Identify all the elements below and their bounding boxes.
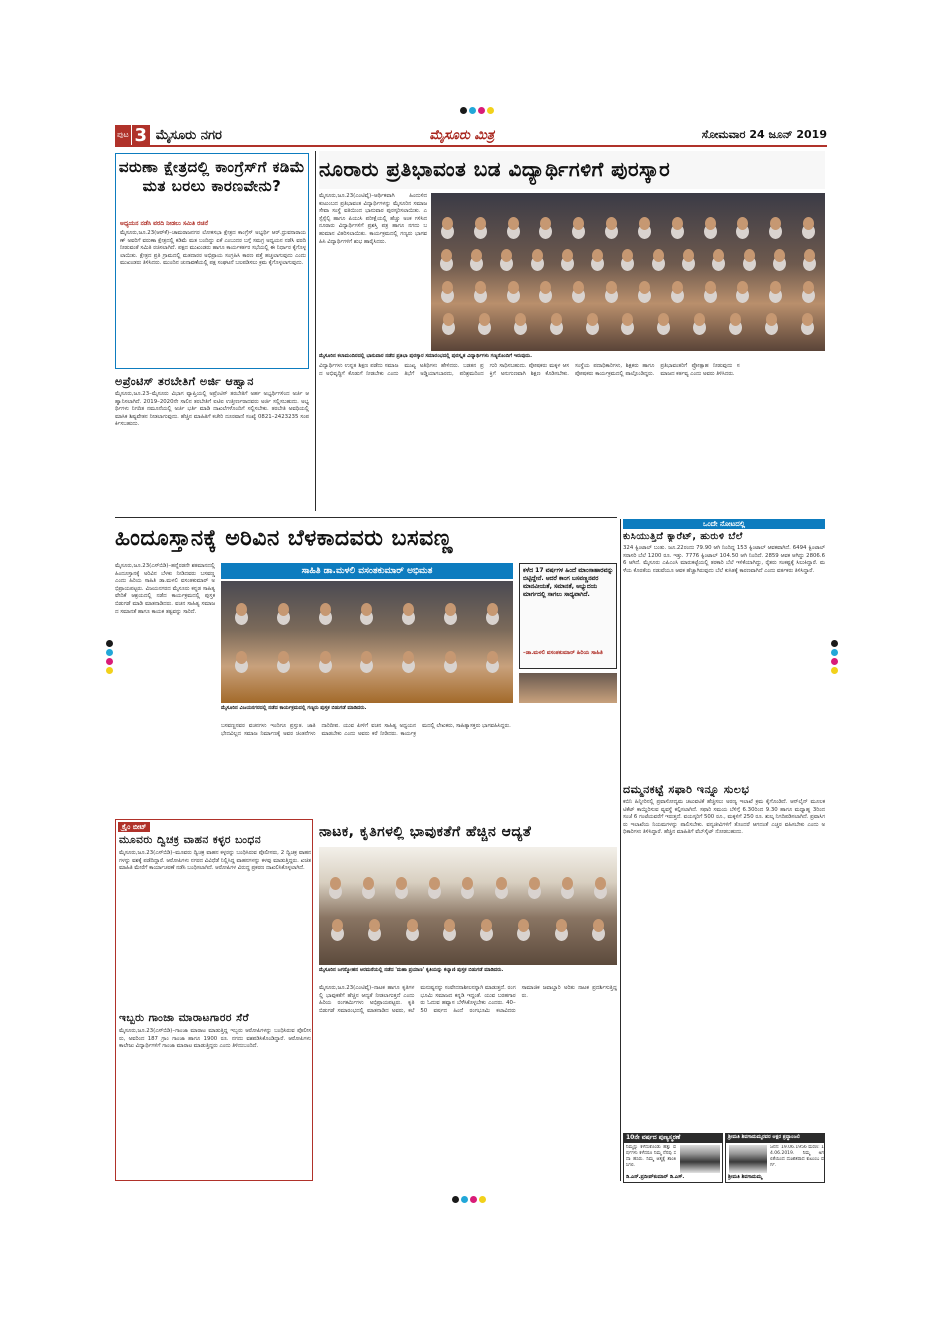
drama-headline: ನಾಟಕ, ಕೃತಿಗಳಲ್ಲಿ ಭಾವುಕತೆಗೆ ಹೆಚ್ಚಿನ ಆದ್ಯತೆ xyxy=(319,824,532,840)
varuna-body: ಮೈಸೂರು,ಜೂ.23(ಆರ್‌ಕೆ)–ಚಾಮರಾಜನಗರ ಲೋಕಸಭಾ ಕ್ಷೇತ್ರದ ಕಾಂಗ್ರೆಸ್ ಅಭ್ಯರ್ಥಿ ಆರ್.ಧ್ರುವನಾರಾಯಣ್ ಅವರಿಗೆ ವರುಣಾ ಕ್ಷೇತ್ರದಲ್ಲಿ ಕಡಿಮೆ ಮತ ಬಂದಿದ್ದು ಏಕೆ ಎಂಬುದರ ಬಗ್ಗೆ ಸಮಗ್ರ ಅಧ್ಯಯನ ನಡೆಸಿ ವರದಿ ನೀಡುವಂತೆ ಸಮಿತಿ ರಚಿಸಲಾಗಿದೆ. ಪಕ್ಷದ ಮುಖಂಡರು ಹಾಗೂ ಕಾರ್ಯಕರ್ತರ ಸಭೆಯಲ್ಲಿ ಈ ನಿರ್ಧಾರ ಕೈಗೊಳ್ಳಲಾಯಿತು. ಕ್ಷೇತ್ರದ ಪ್ರತಿ ಗ್ರಾಮದಲ್ಲಿ ಮತದಾರರ ಅಭಿಪ್ರಾಯ ಸಂಗ್ರಹಿಸಿ ಕಾರಣ ಪತ್ತೆ ಹಚ್ಚಲಾಗುವುದು ಎಂದು ಮುಖಂಡರು ತಿಳಿಸಿದರು. ಮುಂದಿನ ಚುನಾವಣೆಯಲ್ಲಿ ಪಕ್ಷ ಸಂಘಟನೆ ಬಲಪಡಿಸಲು ಕ್ರಮ ಕೈಗೊಳ್ಳಲಾಗುವುದು. xyxy=(120,230,306,267)
obituary-1-photo xyxy=(680,1145,720,1173)
awards-body-bottom: ವಿದ್ಯಾರ್ಥಿಗಳು ಉನ್ನತ ಶಿಕ್ಷಣ ಪಡೆದು ಸಮಾಜದ ಅಭಿವೃದ್ಧಿಗೆ ಕೊಡುಗೆ ನೀಡಬೇಕು ಎಂದು ಮುಖ್ಯ ಅತಿಥಿಗಳು ಹೇಳಿದರು. ಬಡತನ ಪ್ರತಿಭೆಗೆ ಅಡ್ಡಿಯಾಗಬಾರದು, ಪರಿಶ್ರಮದಿಂದ ಗುರಿ ಸಾಧಿಸಬಹುದು. ಪೋಷಕರು ಮಕ್ಕಳ ಆಸಕ್ತಿಗೆ ಅನುಗುಣವಾಗಿ ಶಿಕ್ಷಣ ಕೊಡಿಸಬೇಕು. ಸಂಸ್ಥೆಯ ಪದಾಧಿಕಾರಿಗಳು, ಶಿಕ್ಷಕರು ಹಾಗೂ ಪೋಷಕರು ಕಾರ್ಯಕ್ರಮದಲ್ಲಿ ಪಾಲ್ಗೊಂಡಿದ್ದರು. ಪ್ರತಿಭಾವಂತರಿಗೆ ಪ್ರೋತ್ಸಾಹ ನೀಡುವುದು ಸಮಾಜದ ಕರ್ತವ್ಯ ಎಂದು ಅವರು ತಿಳಿಸಿದರು. xyxy=(319,363,740,377)
varuna-story-box xyxy=(115,153,309,369)
registration-mark-top xyxy=(460,107,494,114)
obituary-1-tag: 10ನೇ ವರ್ಷದ ಪುಣ್ಯಸ್ಮರಣೆ xyxy=(624,1134,722,1143)
varuna-headline: ವರುಣಾ ಕ್ಷೇತ್ರದಲ್ಲಿ ಕಾಂಗ್ರೆಸ್‌ಗೆ ಕಡಿಮೆ ಮತ ಬರಲು ಕಾರಣವೇನು? xyxy=(118,158,306,195)
paper-name: ಮೈಸೂರು ಮಿತ್ರ xyxy=(429,127,495,143)
column-rule xyxy=(315,151,316,511)
dammanakatte-headline: ದಮ್ಮನಕಟ್ಟೆ ಸಫಾರಿ ಇನ್ನೂ ಸುಲಭ xyxy=(623,783,750,796)
apprentice-headline: ಅಪ್ರೆಂಟಿಸ್ ತರಬೇತಿಗೆ ಅರ್ಜಿ ಆಹ್ವಾನ xyxy=(115,375,254,388)
drama-body: ಮೈಸೂರು,ಜೂ.23(ಎಂಟಿವೈ)–ನಾಟಕ ಹಾಗೂ ಕೃತಿಗಳಲ್ಲಿ ಭಾವುಕತೆಗೆ ಹೆಚ್ಚಿನ ಆದ್ಯತೆ ನೀಡಲಾಗುತ್ತದೆ ಎಂದು ಹಿರಿಯ ರಂಗಕರ್ಮಿಗಳು ಅಭಿಪ್ರಾಯಪಟ್ಟರು. ಕೃತಿ ಬಿಡುಗಡೆ ಸಮಾರಂಭದಲ್ಲಿ ಮಾತನಾಡಿದ ಅವರು, ಕಲೆ ಮನುಷ್ಯನನ್ನು ಸಂವೇದನಾಶೀಲನನ್ನಾಗಿ ಮಾಡುತ್ತದೆ. ರಂಗಭೂಮಿ ಸಮಾಜದ ಕನ್ನಡಿ ಇದ್ದಂತೆ. ಯುವ ಬರಹಗಾರರು ಓದುವ ಹವ್ಯಾಸ ಬೆಳೆಸಿಕೊಳ್ಳಬೇಕು ಎಂದರು. 40–50 ವರ್ಷದ ಹಿಂದೆ ರಂಗಭೂಮಿ ಕಲಾವಿದರು ಸಾಮಾಜಿಕ ಜವಾಬ್ದಾರಿ ಅರಿತು ನಾಟಕ ಪ್ರದರ್ಶಿಸುತ್ತಿದ್ದರು. xyxy=(319,985,617,1014)
registration-mark-bottom xyxy=(452,1196,486,1203)
basavanna-headline: ಹಿಂದೂಸ್ತಾನಕ್ಕೆ ಅರಿವಿನ ಬೆಳಕಾದವರು ಬಸವಣ್ಣ xyxy=(115,526,453,551)
obituary-2-photo xyxy=(729,1145,767,1173)
registration-mark-left xyxy=(106,640,113,674)
obituary-1-body: ನಿಮ್ಮನ್ನು ಕಳೆದುಕೊಂಡು ಹತ್ತು ವರ್ಷಗಳು ಕಳೆದರೂ ನಿಮ್ಮ ನೆನಪು ಸದಾ ಹಸಿರು. ನಿಮ್ಮ ಆತ್ಮಕ್ಕೆ ಶಾಂತಿ ಸಿಗಲಿ. xyxy=(626,1145,676,1168)
basavanna-quote: ಕಳೆದ 17 ವರ್ಷಗಳ ಹಿಂದೆ ಮಾಂಸಾಹಾರವನ್ನು ಬಿಟ್ಟಿದ್ದೇನೆ. ಆದರೆ ಕಾಂಗ ಬಸವಣ್ಣನವರ ಮಾನವೀಯತೆ, ಸಮಾನತೆ, ಅಭ್ಯುದಯ ಮಾರ್ಗದಲ್ಲಿ ಸಾಗಲು ಸಾಧ್ಯವಾಗಿದೆ. xyxy=(523,567,614,598)
awards-headline: ನೂರಾರು ಪ್ರತಿಭಾವಂತ ಬಡ ವಿದ್ಯಾರ್ಥಿಗಳಿಗೆ ಪುರಸ್ಕಾರ xyxy=(319,151,825,189)
obituary-2-tag: ಶ್ರೀಮತಿ ಶಿವಗಾಮಮ್ಮರವರ ಅಕ್ಷರ ಶ್ರದ್ಧಾಂಜಲಿ xyxy=(726,1134,824,1143)
awards-caption: ಮೈಸೂರಿನ ಕಲಾಮಂದಿರದಲ್ಲಿ ಭಾನುವಾರ ನಡೆದ ಪ್ರತಿಭಾ ಪುರಸ್ಕಾರ ಸಮಾರಂಭದಲ್ಲಿ ಪುರಸ್ಕೃತ ವಿದ್ಯಾರ್ಥಿಗಳು ಗಣ್ಯರೊಂದಿಗೆ ಇರುವುದು. xyxy=(319,353,533,359)
obituary-1 xyxy=(623,1133,723,1183)
divider xyxy=(115,517,617,518)
registration-mark-right xyxy=(831,640,838,674)
onion-tag: ಒಂದೇ ನೋಟದಲ್ಲಿ xyxy=(623,519,825,529)
obituary-2-body: ಜನನ: 19.06.1956 ಮರಣ: 14.06.2019. ನಿಮ್ಮ ಅಗಲಿಕೆಯಿಂದ ದುಃಖಿತರಾದ ಕುಟುಂಬ ವರ್ಗ. xyxy=(770,1145,824,1168)
obituary-2 xyxy=(725,1133,825,1183)
drama-caption: ಮೈಸೂರಿನ ಜಗನ್ಮೋಹನ ಅರಮನೆಯಲ್ಲಿ ನಡೆದ 'ಮಹಾ ಪ್ರಯಾಣ' ಕೃತಿಯನ್ನು ಕಲ್ಯಾಣಿ ಪುಸ್ತಕ ಬಿಡುಗಡೆ ಮಾಡಿದರು. xyxy=(319,967,504,973)
basavanna-quote-box xyxy=(519,563,617,669)
onion-headline: ಕುಸಿಯುತ್ತಿದೆ ಕ್ಯಾರೆಟ್, ಹುರುಳಿ ಬೆಲೆ xyxy=(623,531,743,542)
date-line: ಸೋಮವಾರ 24 ಜೂನ್ 2019 xyxy=(701,128,827,141)
awards-photo xyxy=(431,193,825,351)
basavanna-photo-right xyxy=(519,673,617,703)
basavanna-caption: ಮೈಸೂರಿನ ವಿಜಯನಗರದಲ್ಲಿ ನಡೆದ ಕಾರ್ಯಕ್ರಮದಲ್ಲಿ ಗಣ್ಯರು ಪುಸ್ತಕ ಬಿಡುಗಡೆ ಮಾಡಿದರು. xyxy=(221,705,367,711)
crime-body-2: ಮೈಸೂರು,ಜೂ.23(ಎಸ್‌ಬಿಡಿ)–ಗಾಂಜಾ ಮಾರಾಟ ಮಾಡುತ್ತಿದ್ದ ಇಬ್ಬರು ಆರೋಪಿಗಳನ್ನು ಬಂಧಿಸಿರುವ ಪೊಲೀಸರು, ಅವರಿಂದ 187 ಗ್ರಾಂ ಗಾಂಜಾ ಹಾಗೂ 1900 ರೂ. ನಗದು ವಶಪಡಿಸಿಕೊಂಡಿದ್ದಾರೆ. ಆರೋಪಿಗಳು ಕಾಲೇಜು ವಿದ್ಯಾರ್ಥಿಗಳಿಗೆ ಗಾಂಜಾ ಮಾರಾಟ ಮಾಡುತ್ತಿದ್ದರು ಎಂದು ತಿಳಿದುಬಂದಿದೆ. xyxy=(119,1028,311,1050)
obituary-1-name: ಡಿ.ಎನ್.ಪ್ರದೀಪ್‌ಕುಮಾರ್ ಡಿ.ಎಸ್. xyxy=(626,1174,685,1180)
page-number: 3 xyxy=(132,125,150,145)
drama-photo xyxy=(319,847,617,965)
masthead xyxy=(115,125,827,147)
varuna-subhead: ಅಧ್ಯಯನ ನಡೆಸಿ ವರದಿ ನೀಡಲು ಸಮಿತಿ ರಚನೆ xyxy=(120,220,208,227)
dammanakatte-body: ಕಬಿನಿ ಹಿನ್ನೀರಿನಲ್ಲಿ ಪ್ರವಾಸೋದ್ಯಮ ಚಟುವಟಿಕೆ ಹೆಚ್ಚಿಸಲು ಅರಣ್ಯ ಇಲಾಖೆ ಕ್ರಮ ಕೈಗೊಂಡಿದೆ. ಆನ್‌ಲೈನ್ ಮೂಲಕ ಟಿಕೆಟ್ ಕಾಯ್ದಿರಿಸುವ ವ್ಯವಸ್ಥೆ ಕಲ್ಪಿಸಲಾಗಿದೆ. ಸಫಾರಿ ಸಮಯ ಬೆಳಿಗ್ಗೆ 6.30ರಿಂದ 9.30 ಹಾಗೂ ಮಧ್ಯಾಹ್ನ 3ರಿಂದ ಸಂಜೆ 6 ಗಂಟೆಯವರೆಗೆ ಇರುತ್ತದೆ. ವಯಸ್ಕರಿಗೆ 500 ರೂ., ಮಕ್ಕಳಿಗೆ 250 ರೂ. ಶುಲ್ಕ ನಿಗದಿಪಡಿಸಲಾಗಿದೆ. ಪ್ರವಾಸಿಗರು ಇಲಾಖೆಯ ನಿಯಮಗಳನ್ನು ಪಾಲಿಸಬೇಕು. ವನ್ಯಜೀವಿಗಳಿಗೆ ತೊಂದರೆ ಆಗದಂತೆ ಎಚ್ಚರ ವಹಿಸಬೇಕು ಎಂದು ಅಧಿಕಾರಿಗಳು ತಿಳಿಸಿದ್ದಾರೆ. ಹೆಚ್ಚಿನ ಮಾಹಿತಿಗೆ ವೆಬ್‌ಸೈಟ್ ನೋಡಬಹುದು. xyxy=(623,799,825,836)
column-rule xyxy=(620,519,621,1181)
apprentice-body: ಮೈಸೂರು,ಜೂ.23–ಮೈಸೂರು ವಿಭಾಗ ವ್ಯಾಪ್ತಿಯಲ್ಲಿ ಅಪ್ರೆಂಟಿಸ್ ತರಬೇತಿಗೆ ಅರ್ಹ ಅಭ್ಯರ್ಥಿಗಳಿಂದ ಅರ್ಜಿ ಆಹ್ವಾನಿಸಲಾಗಿದೆ. 2019–2020ನೇ ಸಾಲಿನ ತರಬೇತಿಗೆ ಐಟಿಐ ಉತ್ತೀರ್ಣರಾದವರು ಅರ್ಜಿ ಸಲ್ಲಿಸಬಹುದು. ಅಭ್ಯರ್ಥಿಗಳು ನಿಗದಿತ ನಮೂನೆಯಲ್ಲಿ ಅರ್ಜಿ ಭರ್ತಿ ಮಾಡಿ ದಾಖಲೆಗಳೊಂದಿಗೆ ಸಲ್ಲಿಸಬೇಕು. ತರಬೇತಿ ಅವಧಿಯಲ್ಲಿ ಮಾಸಿಕ ಶಿಷ್ಯವೇತನ ನೀಡಲಾಗುವುದು. ಹೆಚ್ಚಿನ ಮಾಹಿತಿಗೆ ಕಚೇರಿ ದೂರವಾಣಿ ಸಂಖ್ಯೆ 0821–2423235 ಸಂಪರ್ಕಿಸಬಹುದು. xyxy=(115,391,309,428)
basavanna-quote-by: –ಡಾ.ಮಳಲಿ ವಸಂತಕುಮಾರ್ ಹಿರಿಯ ಸಾಹಿತಿ xyxy=(523,650,603,656)
crime-tag: ಕ್ರೈಂ ಬೀಟ್ xyxy=(118,822,150,832)
basavanna-body: ಮೈಸೂರು,ಜೂ.23(ಎಸ್‌ಬಿಡಿ)–ಹನ್ನೆರಡನೇ ಶತಮಾನದಲ್ಲಿ ಹಿಂದೂಸ್ತಾನಕ್ಕೆ ಅರಿವಿನ ಬೆಳಕು ನೀಡಿದವರು ಬಸವಣ್ಣ ಎಂದು ಹಿರಿಯ ಸಾಹಿತಿ ಡಾ.ಮಳಲಿ ವಸಂತಕುಮಾರ್ ಅಭಿಪ್ರಾಯಪಟ್ಟರು. ವಿಜಯನಗರದ ಮೈಸೂರು ಕನ್ನಡ ಸಾಹಿತ್ಯ ವೇದಿಕೆ ಆಶ್ರಯದಲ್ಲಿ ನಡೆದ ಕಾರ್ಯಕ್ರಮದಲ್ಲಿ ಪುಸ್ತಕ ಬಿಡುಗಡೆ ಮಾಡಿ ಮಾತನಾಡಿದರು. ವಚನ ಸಾಹಿತ್ಯ ಸಮಾಜದ ಸಮಾನತೆ ಹಾಗೂ ಕಾಯಕ ತತ್ವವನ್ನು ಸಾರಿದೆ. xyxy=(115,563,215,615)
crime-headline-1: ಮೂವರು ದ್ವಿಚಕ್ರ ವಾಹನ ಕಳ್ಳರ ಬಂಧನ xyxy=(119,834,262,846)
newspaper-page xyxy=(115,125,827,1185)
crime-body-1: ಮೈಸೂರು,ಜೂ.23(ಎಸ್‌ಬಿಡಿ)–ಮೂವರು ದ್ವಿಚಕ್ರ ವಾಹನ ಕಳ್ಳರನ್ನು ಬಂಧಿಸಿರುವ ಪೊಲೀಸರು, 2 ದ್ವಿಚಕ್ರ ವಾಹನಗಳನ್ನು ವಶಕ್ಕೆ ಪಡೆದಿದ್ದಾರೆ. ಆರೋಪಿಗಳು ನಗರದ ವಿವಿಧೆಡೆ ನಿಲ್ಲಿಸಿದ್ದ ವಾಹನಗಳನ್ನು ಕಳವು ಮಾಡುತ್ತಿದ್ದರು. ಖಚಿತ ಮಾಹಿತಿ ಮೇರೆಗೆ ಕಾರ್ಯಾಚರಣೆ ನಡೆಸಿ ಬಂಧಿಸಲಾಗಿದೆ. ಆರೋಪಿಗಳ ವಿರುದ್ಧ ಪ್ರಕರಣ ದಾಖಲಿಸಿಕೊಳ್ಳಲಾಗಿದೆ. xyxy=(119,850,311,872)
basavanna-body-bottom: ಬಸವಣ್ಣನವರ ವಚನಗಳು ಇಂದಿಗೂ ಪ್ರಸ್ತುತ. ಜಾತಿ ಭೇದವಿಲ್ಲದ ಸಮಾಜ ನಿರ್ಮಾಣಕ್ಕೆ ಅವರ ಚಿಂತನೆಗಳು ದಾರಿದೀಪ. ಯುವ ಪೀಳಿಗೆ ವಚನ ಸಾಹಿತ್ಯ ಅಧ್ಯಯನ ಮಾಡಬೇಕು ಎಂದು ಅವರು ಕರೆ ನೀಡಿದರು. ಕಾರ್ಯಕ್ರಮದಲ್ಲಿ ಲೇಖಕರು, ಸಾಹಿತ್ಯಾಸಕ್ತರು ಭಾಗವಹಿಸಿದ್ದರು. xyxy=(221,723,511,737)
basavanna-ribbon: ಸಾಹಿತಿ ಡಾ.ಮಳಲಿ ವಸಂತಕುಮಾರ್ ಅಭಿಮತ xyxy=(221,563,513,579)
basavanna-photo xyxy=(221,581,513,703)
section-name: ಮೈಸೂರು ನಗರ xyxy=(155,127,222,143)
onion-body: 324 ಕ್ವಿಂಟಾಲ್ ಬಂತು. ಜೂ.22ರಂದು 79.90 ಆಗಿ ನಿಂದಿದ್ದ 153 ಕ್ವಿಂಟಾಲ್ ಆವಕವಾಗಿದೆ. 6494 ಕ್ವಿಂಟಾಲ್ ಸರಾಸರಿ ಬೆಲೆ 1200 ರೂ. ಇತ್ತು. 7776 ಕ್ವಿಂಟಾಲ್ 104.50 ಆಗಿ ನಿಂದಿದೆ. 2859 ಆವಕ ಆಗಿದ್ದು 2806.66 ಆಗಿದೆ. ಮೈಸೂರು ಎಪಿಎಂಸಿ ಮಾರುಕಟ್ಟೆಯಲ್ಲಿ ತರಕಾರಿ ಬೆಲೆ ಇಳಿಕೆಯಾಗಿದ್ದು, ರೈತರು ಸಂಕಷ್ಟಕ್ಕೆ ಸಿಲುಕಿದ್ದಾರೆ. ಮಳೆಯ ಕೊರತೆಯ ನಡುವೆಯೂ ಆವಕ ಹೆಚ್ಚಾಗಿರುವುದು ಬೆಲೆ ಕುಸಿತಕ್ಕೆ ಕಾರಣವಾಗಿದೆ ಎಂದು ವರ್ತಕರು ತಿಳಿಸಿದ್ದಾರೆ. xyxy=(623,545,825,574)
obituary-2-name: ಶ್ರೀಮತಿ ಶಿವಗಾಮಮ್ಮ xyxy=(728,1174,763,1180)
crime-box xyxy=(115,819,313,1181)
page-label: ಪುಟ xyxy=(115,125,131,145)
page-number-block xyxy=(115,125,222,145)
awards-body-left: ಮೈಸೂರು,ಜೂ.23(ಎಂಟಿವೈ)–ಆರ್ಥಿಕವಾಗಿ ಹಿಂದುಳಿದ ಕುಟುಂಬದ ಪ್ರತಿಭಾವಂತ ವಿದ್ಯಾರ್ಥಿಗಳನ್ನು ಮೈಸೂರಿನ ಸಮಾಜ ಸೇವಾ ಸಂಸ್ಥೆ ವತಿಯಿಂದ ಭಾನುವಾರ ಪುರಸ್ಕರಿಸಲಾಯಿತು. ಎಸ್ಸೆಸ್ಸೆಲ್ಸಿ ಹಾಗೂ ಪಿಯುಸಿ ಪರೀಕ್ಷೆಯಲ್ಲಿ ಹೆಚ್ಚು ಅಂಕ ಗಳಿಸಿದ ನೂರಾರು ವಿದ್ಯಾರ್ಥಿಗಳಿಗೆ ಪ್ರಶಸ್ತಿ ಪತ್ರ ಹಾಗೂ ನಗದು ಬಹುಮಾನ ವಿತರಿಸಲಾಯಿತು. ಕಾರ್ಯಕ್ರಮದಲ್ಲಿ ಗಣ್ಯರು ಭಾಗವಹಿಸಿ ವಿದ್ಯಾರ್ಥಿಗಳಿಗೆ ಶುಭ ಹಾರೈಸಿದರು. xyxy=(319,193,427,245)
crime-headline-2: ಇಬ್ಬರು ಗಾಂಜಾ ಮಾರಾಟಗಾರರ ಸೆರೆ xyxy=(119,1012,250,1024)
